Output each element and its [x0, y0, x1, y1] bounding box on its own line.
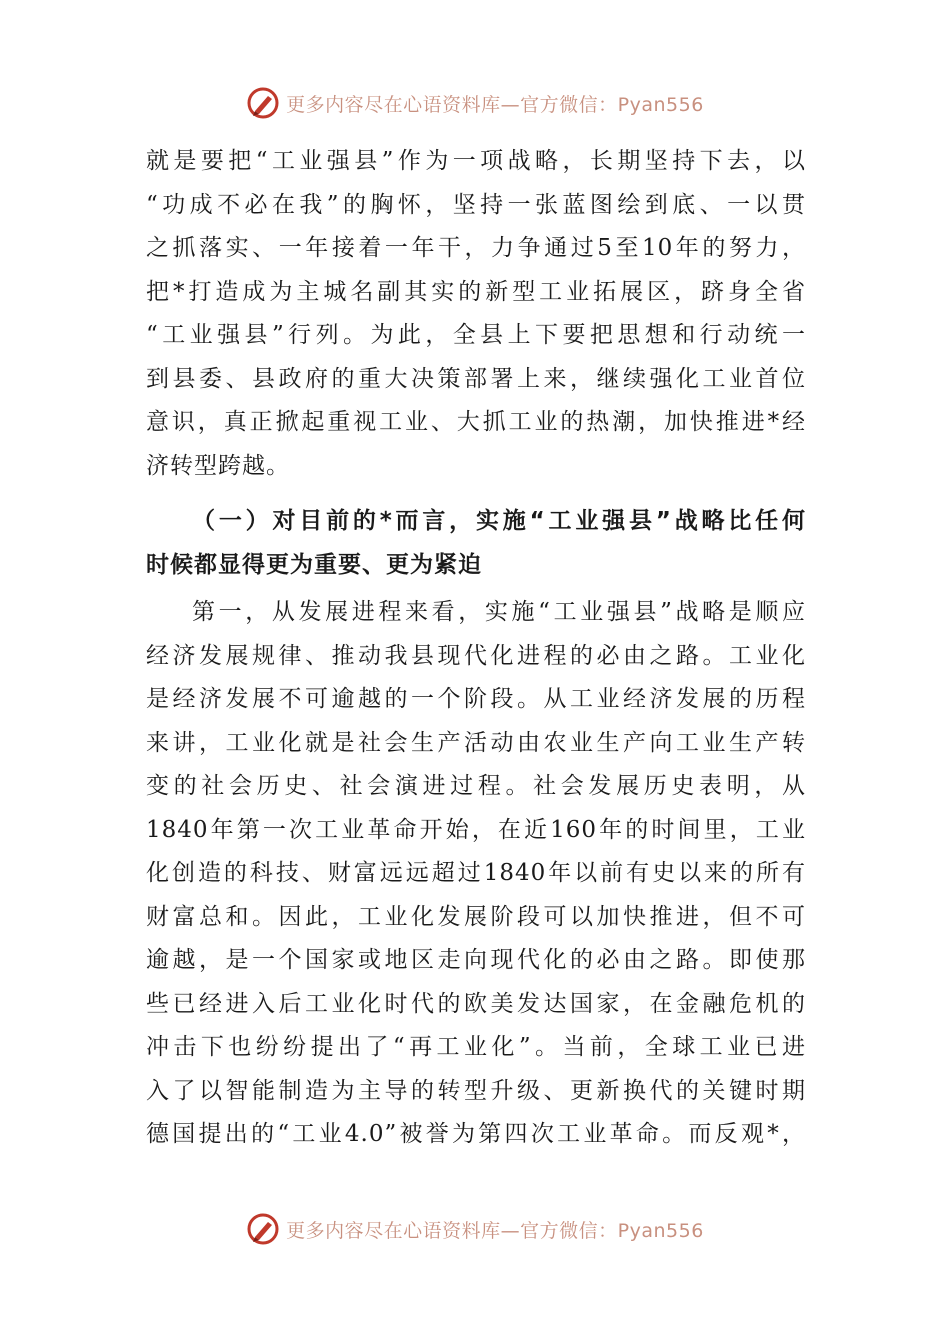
text-line: 财富总和。因此，工业化发展阶段可以加快推进，但不可: [146, 903, 806, 930]
text-line: 德国提出的“工业4.0”被誉为第四次工业革命。而反观*，: [146, 1121, 806, 1147]
text-line: 就是要把“工业强县”作为一项战略，长期坚持下去，以: [146, 148, 806, 174]
text-line: 变的社会历史、社会演进过程。社会发展历史表明，从: [146, 773, 806, 799]
paragraph-2: [146, 591, 806, 1157]
text-line: 些已经进入后工业化时代的欧美发达国家，在金融危机的: [146, 990, 806, 1017]
text-line: “功成不必在我”的胸怀，坚持一张蓝图绘到底、一以贯: [146, 191, 806, 218]
pen-circle-logo-icon: [246, 86, 280, 120]
header-watermark: [0, 80, 950, 126]
text-line: 把*打造成为主城名副其实的新型工业拓展区，跻身全省: [146, 278, 806, 305]
text-line: 经济发展规律、推动我县现代化进程的必由之路。工业化: [146, 642, 806, 669]
text-line: 入了以智能制造为主导的转型升级、更新换代的关键时期: [146, 1077, 806, 1104]
heading-line: 时候都显得更为重要、更为紧迫: [146, 551, 482, 578]
text-line: 1840年第一次工业革命开始，在近160年的时间里，工业: [146, 816, 806, 843]
text-line: 冲击下也纷纷提出了“再工业化”。当前，全球工业已进: [146, 1034, 806, 1060]
paragraph-1: [146, 140, 806, 488]
text-line: 到县委、县政府的重大决策部署上来，继续强化工业首位: [146, 365, 806, 392]
heading-line: （一）对目前的*而言，实施“工业强县”战略比任何: [192, 508, 806, 534]
watermark-text: 更多内容尽在心语资料库—官方微信：Pyan556: [286, 1219, 704, 1242]
text-line: 意识，真正掀起重视工业、大抓工业的热潮，加快推进*经: [146, 409, 806, 435]
watermark-text: 更多内容尽在心语资料库—官方微信：Pyan556: [286, 93, 704, 116]
text-line: 逾越，是一个国家或地区走向现代化的必由之路。即使那: [146, 947, 806, 973]
section-heading: [146, 500, 806, 587]
text-line: 济转型跨越。: [146, 452, 290, 479]
document-body: [146, 140, 806, 1157]
text-line: 化创造的科技、财富远远超过1840年以前有史以来的所有: [146, 860, 806, 886]
text-line: 之抓落实、一年接着一年干，力争通过5至10年的努力，: [146, 235, 806, 261]
text-line: “工业强县”行列。为此，全县上下要把思想和行动统一: [146, 322, 806, 348]
text-line: 第一，从发展进程来看，实施“工业强县”战略是顺应: [192, 599, 806, 625]
text-line: 来讲，工业化就是社会生产活动由农业生产向工业生产转: [146, 729, 806, 756]
text-line: 是经济发展不可逾越的一个阶段。从工业经济发展的历程: [146, 686, 806, 712]
pen-circle-logo-icon: [246, 1212, 280, 1246]
footer-watermark: [0, 1206, 950, 1252]
